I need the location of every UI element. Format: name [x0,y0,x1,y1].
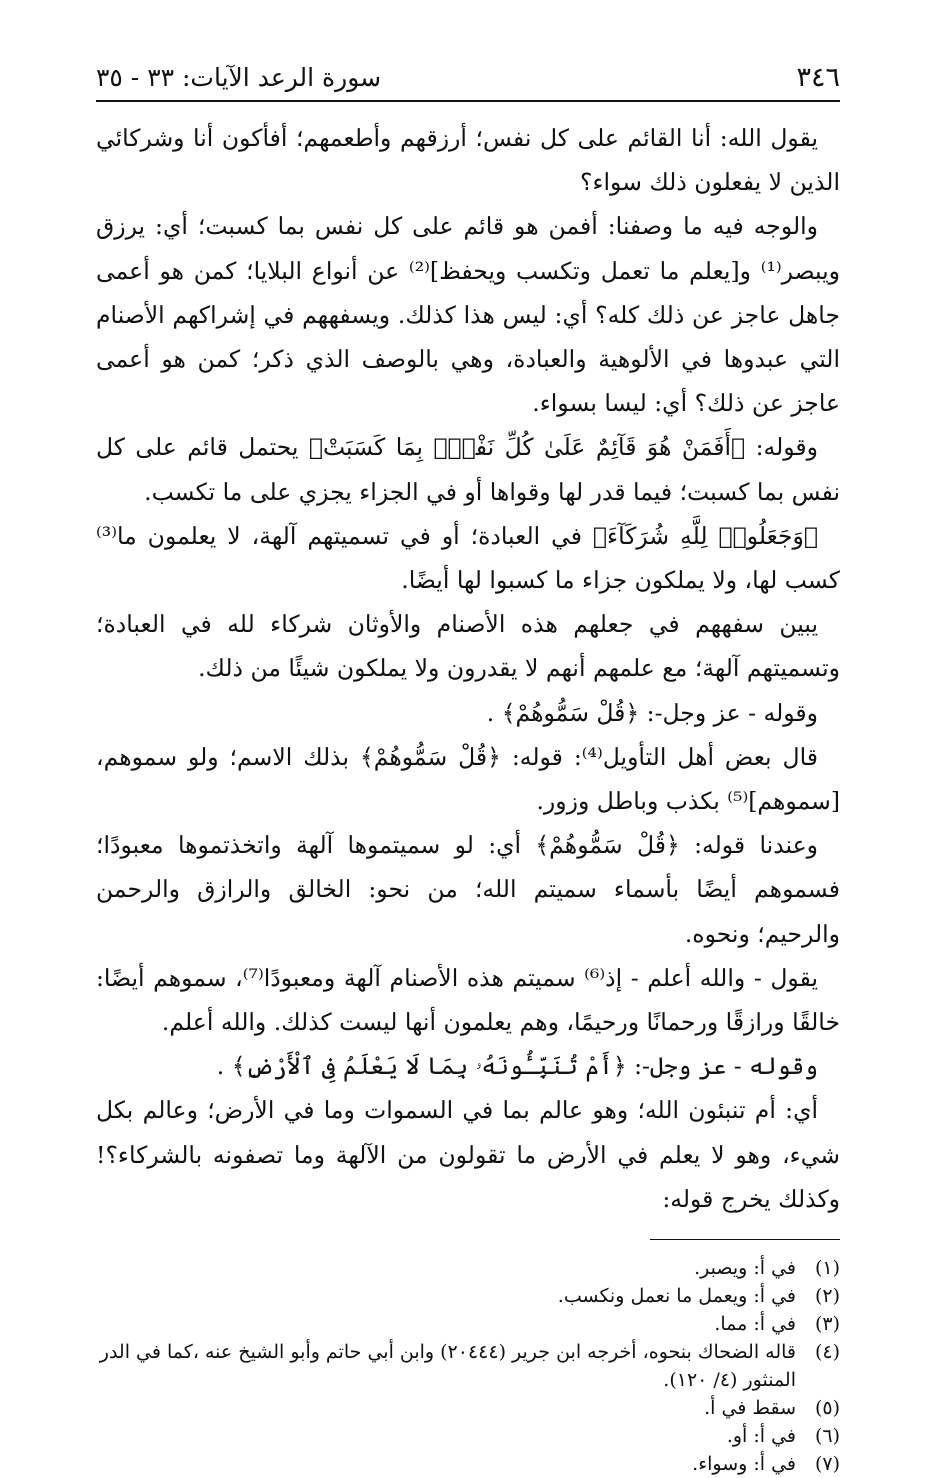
footnote [96,1450,840,1478]
paragraph: وقوله - عز وجل-: ﴿أَمْ تُنَبِّـُٔونَهُۥ بِمَا لَا يَعْلَمُ فِى ٱلْأَرْضِ﴾ . [216,1052,818,1081]
footnote [96,1394,840,1422]
chapter-title: سورة الرعد الآيات: ٣٣ - ٣٥ [96,63,382,92]
footnote [96,1254,840,1282]
paragraph: وعندنا قوله: ﴿قُلْ سَمُّوهُمْ﴾ أي: لو سميتموها آلهة واتخذتموها معبودًا؛ فسموهم أيضًا بأسماء سميتم الله؛ من نحو: الخالق والرازق والرحمن والرحيم؛ ونحوه. [96,831,840,948]
footnote-number: (٣) [814,1313,840,1336]
book-page [96,56,840,1478]
running-head [96,56,840,102]
footnote-text: في أ: مما. [714,1313,796,1336]
paragraph: يقول الله: أنا القائم على كل نفس؛ أرزقهم وأطعمهم؛ أفأكون أنا وشركائي الذين لا يفعلون ذلك سواء؟ [96,124,840,197]
paragraph: والوجه فيه ما وصفنا: أفمن هو قائم على كل نفس بما كسبت؛ أي: يرزق ويبصر⁽¹⁾ و[يعلم ما تعمل وتكسب ويحفظ]⁽²⁾ عن أنواع البلايا؛ كمن هو أعمى جاهل عاجز عن ذلك كله؟ أي: ليس هذا كذلك. ويسفههم في إشراكهم الأصنام التي عبدوها في الألوهية والعبادة، وهي بالوصف الذي ذكر؛ كمن هو أعمى عاجز عن ذلك؟ أي: ليسا بسواء. [96,212,841,418]
paragraph: وقوله - عز وجل-: ﴿قُلْ سَمُّوهُمْ﴾ . [486,698,818,727]
page-number: ٣٤٦ [796,62,840,93]
footnote-number: (٦) [814,1425,840,1448]
footnote-text: في أ: ويصبر. [694,1257,796,1280]
paragraph: أي: أم تنبئون الله؛ وهو عالم بما في السموات وما في الأرض؛ وعالم بكل شيء، وهو لا يعلم في الأرض ما تقولون من الآلهة وما تصفونه بالشركاء؟! وكذلك يخرج قوله: [96,1096,840,1213]
footnote-number: (٧) [814,1453,840,1476]
footnote [96,1422,840,1450]
footnote-number: (٢) [814,1285,840,1308]
footnote [96,1310,840,1338]
footnotes [96,1254,840,1478]
paragraph: وقوله: ﴿أَفَمَنْ هُوَ قَآئِمٌ عَلَىٰ كُلِّ نَفْسٍۢ بِمَا كَسَبَتْ﴾ يحتمل قائم على كل نفس بما كسبت؛ فيما قدر لها وقواها أو في الجزاء يجزي على ما تكسب. [96,433,840,506]
footnote-number: (١) [814,1257,840,1280]
footnote-divider [650,1239,840,1240]
footnote [96,1282,840,1310]
footnote-text: قاله الضحاك بنحوه، أخرجه ابن جرير (٢٠٤٤٤) وابن أبي حاتم وأبو الشيخ عنه ،كما في الدر المنثور (٤/ ١٢٠). [99,1341,796,1392]
footnote-number: (٥) [814,1397,840,1420]
paragraph: ﴿وَجَعَلُوا۟ لِلَّهِ شُرَكَآءَ﴾ في العبادة؛ أو في تسميتهم آلهة، لا يعلمون ما⁽³⁾ كسب لها، ولا يملكون جزاء ما كسبوا لها أيضًا. [96,521,840,595]
paragraph: يقول - والله أعلم - إذ⁽⁶⁾ سميتم هذه الأصنام آلهة ومعبودًا⁽⁷⁾، سموهم أيضًا: خالقًا ورازقًا ورحمانًا ورحيمًا، وهم يعلمون أنها ليست كذلك. والله أعلم. [96,963,840,1037]
footnote-text: في أ: وسواء. [692,1453,796,1476]
footnote-text: سقط في أ. [704,1397,796,1420]
footnote-number: (٤) [814,1341,840,1364]
footnote-text: في أ: أو. [726,1425,796,1448]
paragraph: قال بعض أهل التأويل⁽⁴⁾: قوله: ﴿قُلْ سَمُّوهُمْ﴾ بذلك الاسم؛ ولو سموهم، [سموهم]⁽⁵⁾ بكذب وباطل وزور. [96,742,840,816]
paragraph: يبين سفههم في جعلهم هذه الأصنام والأوثان شركاء لله في العبادة؛ وتسميتهم آلهة؛ مع علمهم أنهم لا يقدرون ولا يملكون شيئًا من ذلك. [96,610,840,683]
footnote-text: في أ: ويعمل ما نعمل ونكسب. [557,1285,796,1308]
body-text [96,116,840,1221]
